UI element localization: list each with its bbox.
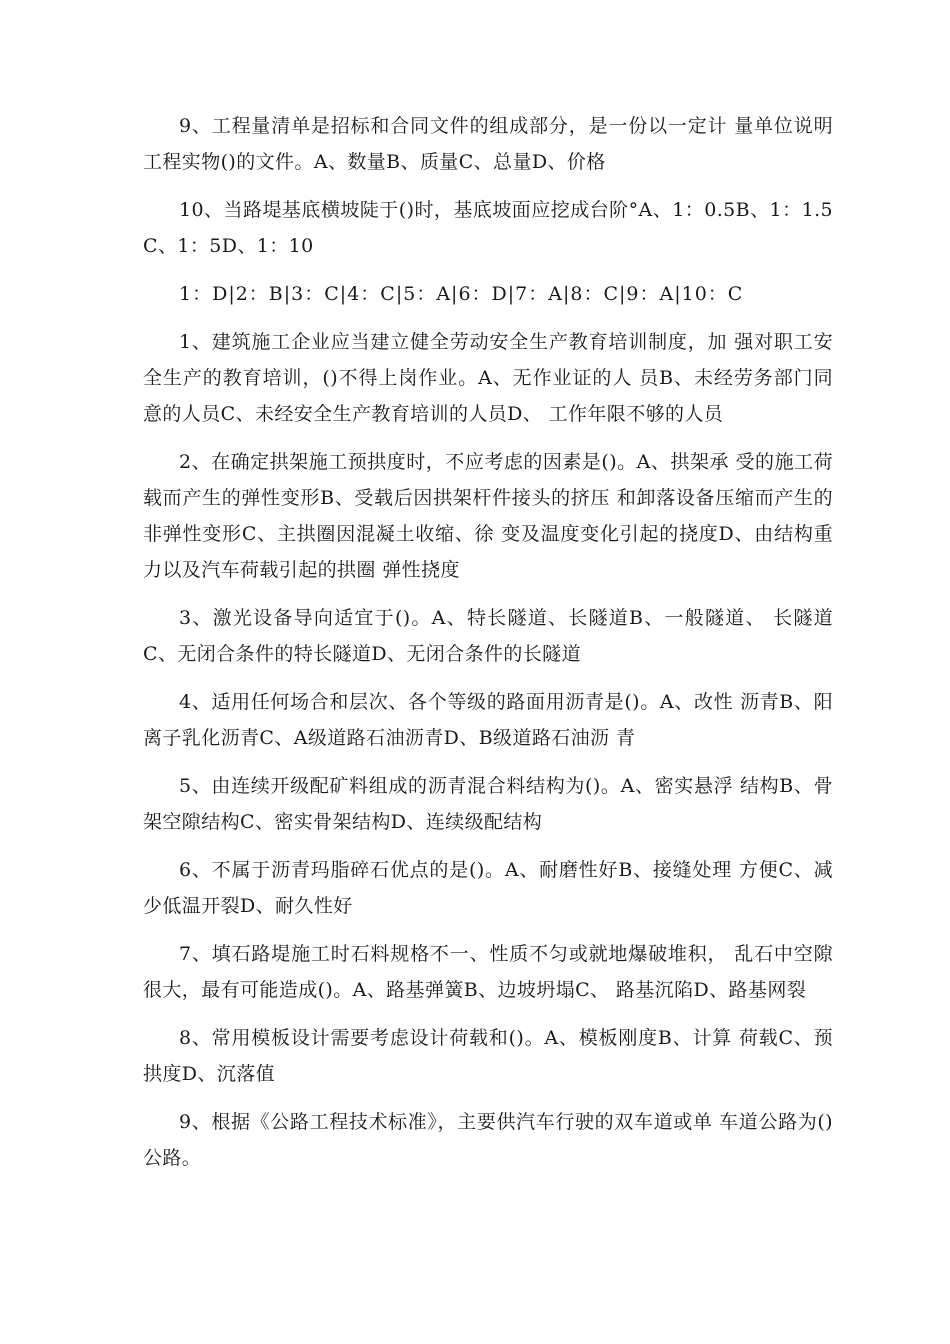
question-paragraph: 9、根据《公路工程技术标准》，主要供汽车行驶的双车道或单 车道公路为()公路。 <box>143 1111 833 1169</box>
question-paragraph: 2、在确定拱架施工预拱度时，不应考虑的因素是()。A、拱架承 受的施工荷载而产生的弹性变形B、受载后因拱架杆件接头的挤压 和卸落设备压缩而产生的非弹性变形C、主拱圈因混凝土收缩、徐 变及温度变化引起的挠度D、由结构重力以及汽车荷载引起的拱圈 弹性挠度 <box>143 451 833 581</box>
question-paragraph: 9、工程量清单是招标和合同文件的组成部分，是一份以一定计 量单位说明工程实物()的文件。A、数量B、质量C、总量D、价格 <box>143 115 833 173</box>
question-paragraph: 4、适用任何场合和层次、各个等级的路面用沥青是()。A、改性 沥青B、阳离子乳化沥青C、A级道路石油沥青D、B级道路石油沥 青 <box>143 691 833 749</box>
answer-key: 1：D|2：B|3：C|4：C|5：A|6：D|7：A|8：C|9：A|10：C <box>179 283 744 305</box>
question-paragraph: 3、激光设备导向适宜于()。A、特长隧道、长隧道B、一般隧道、 长隧道C、无闭合条件的特长隧道D、无闭合条件的长隧道 <box>143 607 833 665</box>
document-body <box>143 108 833 1188</box>
question-paragraph: 1、建筑施工企业应当建立健全劳动安全生产教育培训制度，加 强对职工安全生产的教育培训，()不得上岗作业。A、无作业证的人 员B、未经劳务部门同意的人员C、未经安全生产教育培训的人员D、 工作年限不够的人员 <box>143 331 833 425</box>
question-paragraph: 5、由连续开级配矿料组成的沥青混合料结构为()。A、密实悬浮 结构B、骨架空隙结构C、密实骨架结构D、连续级配结构 <box>143 775 833 833</box>
question-paragraph: 6、不属于沥青玛脂碎石优点的是()。A、耐磨性好B、接缝处理 方便C、减少低温开裂D、耐久性好 <box>143 859 833 917</box>
question-paragraph: 8、常用模板设计需要考虑设计荷载和()。A、模板刚度B、计算 荷载C、预拱度D、沉落值 <box>143 1027 833 1085</box>
question-paragraph: 7、填石路堤施工时石料规格不一、性质不匀或就地爆破堆积， 乱石中空隙很大，最有可能造成()。A、路基弹簧B、边坡坍塌C、 路基沉陷D、路基网裂 <box>143 943 833 1001</box>
question-paragraph: 10、当路堤基底横坡陡于()时，基底坡面应挖成台阶°A、1：0.5B、1：1.5C、1：5D、1：10 <box>143 199 833 257</box>
